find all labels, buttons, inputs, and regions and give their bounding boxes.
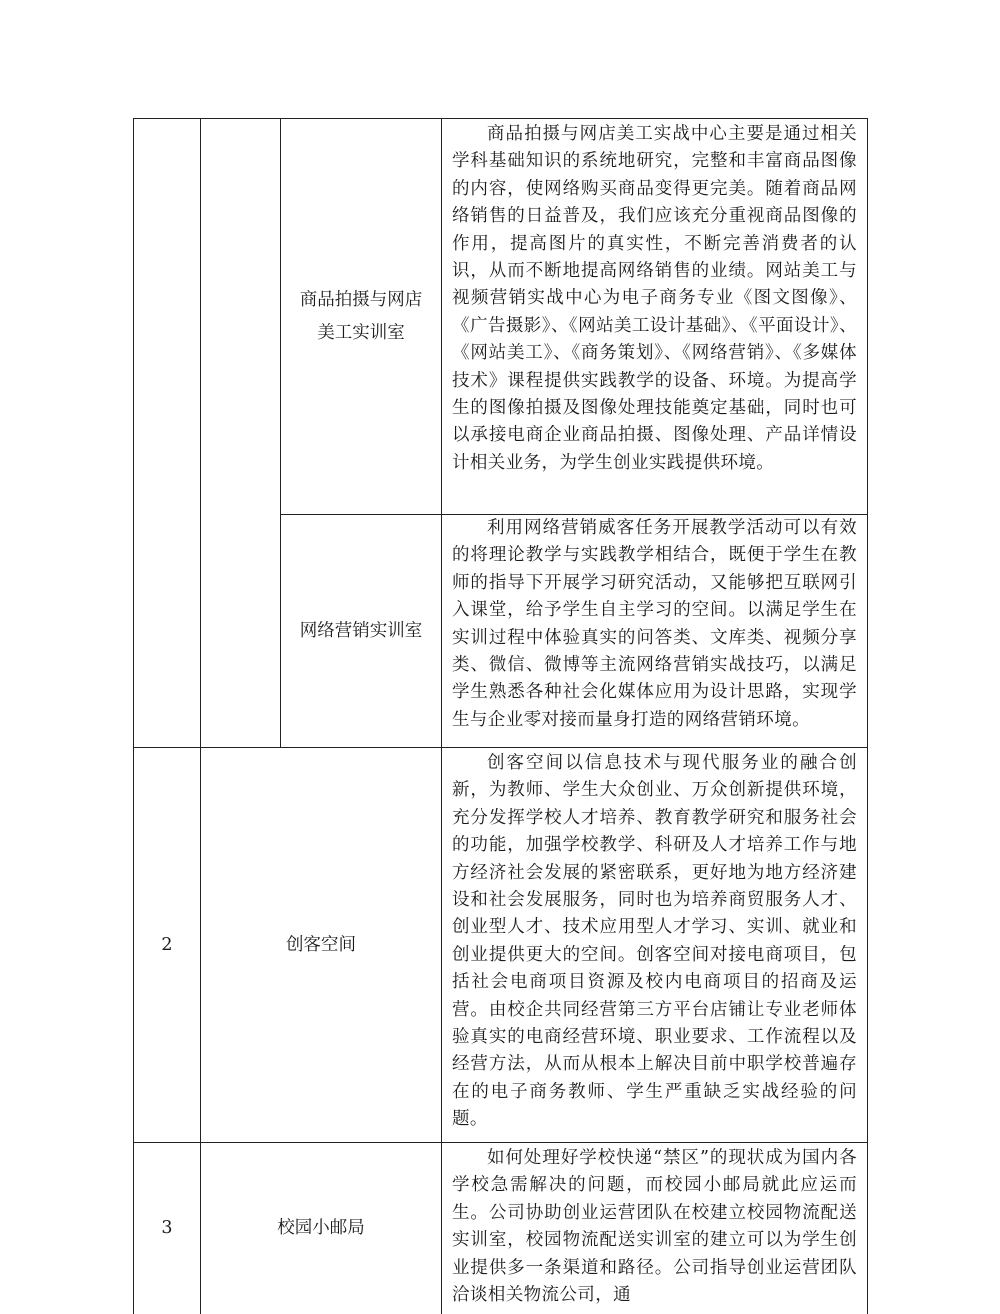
- row-photo-description-text: 商品拍摄与网店美工实战中心主要是通过相关学科基础知识的系统地研究，完整和丰富商品图像的内容，使网络购买商品变得更完美。随着商品网络销售的日益普及，我们应该充分重视商品图像的作用，提高图片的真实性，不断完善消费者的认识，从而不断地提高网络销售的业绩。网站美工与视频营销实战中心为电子商务专业《图文图像》、《广告摄影》、《网站美工设计基础》、《平面设计》、《网站美工》、《商务策划》、《网络营销》、《多媒体技术》课程提供实践教学的设备、环境。为提高学生的图像拍摄及图像处理技能奠定基础，同时也可以承接电商企业商品拍摄、图像处理、产品详情设计相关业务，为学生创业实践提供环境。: [452, 124, 857, 473]
- row-post-description: [442, 1145, 867, 1314]
- row-marketing-name-text: 网络营销实训室: [299, 620, 423, 641]
- row-photo-name-line1: 商品拍摄与网店: [299, 289, 423, 310]
- row-post-number-text: 3: [161, 1218, 173, 1238]
- table-border-top: [133, 118, 868, 119]
- row-maker-name-text: 创客空间: [286, 934, 356, 955]
- row-maker-description-text: 创客空间以信息技术与现代服务业的融合创新，为教师、学生大众创业、万众创新提供环境，充分发挥学校人才培养、教育教学研究和服务社会的功能，加强学校教学、科研及人才培养工作与地方经济社会发展的紧密联系，更好地为地方经济建设和社会发展服务，同时也为培养商贸服务人才、创业型人才、技术应用型人才学习、实训、就业和创业提供更大的空间。创客空间对接电商项目，包括社会电商项目资源及校内电商项目的招商及运营。由校企共同经营第三方平台店铺让专业老师体验真实的电商经营环境、职业要求、工作流程以及经营方法，从而从根本上解决目前中职学校普遍存在的电子商务教师、学生严重缺乏实战经验的问题。: [452, 753, 857, 1130]
- row-post-number: [134, 1143, 200, 1314]
- row-maker-name: [201, 748, 441, 1142]
- row-post-description-text: 如何处理好学校快递“禁区”的现状成为国内各学校急需解决的问题，而校园小邮局就此应运而生。公司协助创业运营团队在校建立校园物流配送实训室，校园物流配送实训室的建立可以为学生创业提供多一条渠道和路径。公司指导创业运营团队洽谈相关物流公司，通: [452, 1148, 857, 1306]
- row-photo-description: [442, 121, 867, 514]
- row-marketing-description-text: 利用网络营销威客任务开展教学活动可以有效的将理论教学与实践教学相结合，既便于学生在教师的指导下开展学习研究活动，又能够把互联网引入课堂，给予学生自主学习的空间。以满足学生在实训过程中体验真实的问答类、文库类、视频分享类、微信、微博等主流网络营销实战技巧，以满足学生熟悉各种社会化媒体应用为设计思路，实现学生与企业零对接而量身打造的网络营销环境。: [452, 518, 857, 730]
- row-marketing-description: [442, 515, 867, 747]
- row-photo-name: [281, 119, 441, 514]
- row-post-name-text: 校园小邮局: [277, 1218, 365, 1238]
- table-border-right: [867, 118, 868, 1314]
- row-maker-description: [442, 750, 867, 1142]
- row-marketing-name: [281, 515, 441, 747]
- row-post-name: [201, 1143, 441, 1314]
- row-maker-number-text: 2: [161, 934, 173, 955]
- row-maker-number: [134, 748, 200, 1142]
- row-photo-name-line2: 美工实训室: [317, 322, 405, 343]
